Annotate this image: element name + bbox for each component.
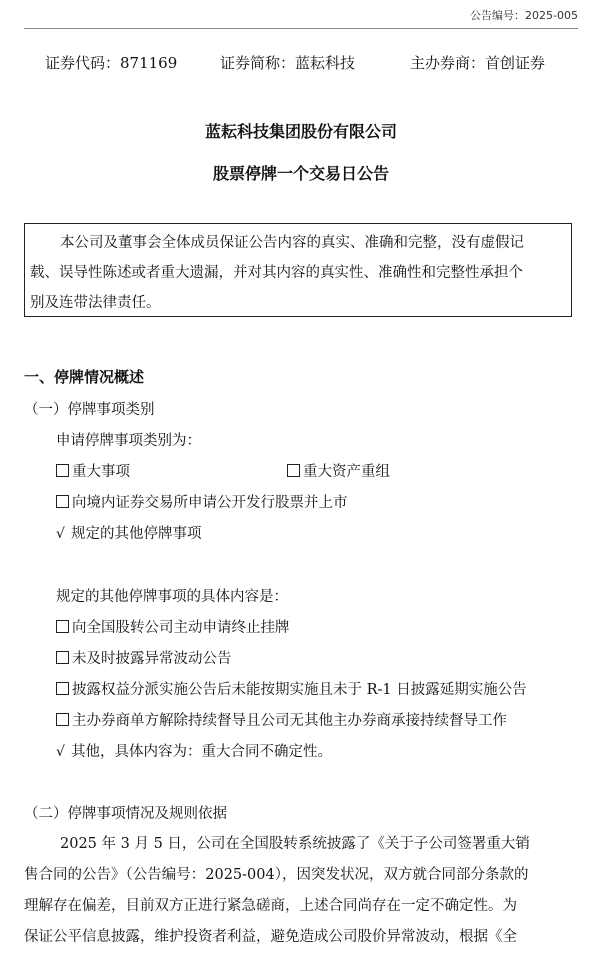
option-label: 披露权益分派实施公告后未能按期实施且未于 R-1 日披露延期实施公告 — [72, 682, 527, 698]
option-label: 未及时披露异常波动公告 — [72, 651, 232, 667]
option-major-restructuring — [287, 460, 390, 481]
unchecked-box-icon — [56, 651, 69, 664]
unchecked-box-icon — [56, 464, 69, 477]
category-intro: 申请停牌事项类别为： — [56, 433, 201, 449]
subsection-heading-basis: （二）停牌事项情况及规则依据 — [24, 806, 227, 822]
option-label: 重大资产重组 — [303, 464, 390, 480]
option-major-event — [56, 460, 130, 481]
subsection-heading-category: （一）停牌事项类别 — [24, 402, 155, 418]
unchecked-box-icon — [56, 682, 69, 695]
paragraph-line: 2025 年 3 月 5 日，公司在全国股转系统披露了《关于子公司签署重大销 — [60, 836, 530, 852]
unchecked-box-icon — [56, 620, 69, 633]
detail-option-dividend-delay — [56, 678, 527, 699]
statement-line: 载、误导性陈述或者重大遗漏，并对其内容的真实性、准确性和完整性承担个 — [30, 265, 523, 281]
header-divider — [24, 28, 578, 29]
detail-intro: 规定的其他停牌事项的具体内容是： — [56, 589, 288, 605]
unchecked-box-icon — [56, 495, 69, 508]
option-label: 主办券商单方解除持续督导且公司无其他主办券商承接持续督导工作 — [72, 713, 507, 729]
option-other-rules — [56, 522, 202, 543]
option-label: 其他，具体内容为：重大合同不确定性。 — [71, 744, 332, 760]
paragraph-line: 保证公平信息披露，维护投资者利益，避免造成公司股价异常波动，根据《全 — [24, 929, 517, 945]
paragraph-line: 售合同的公告》（公告编号：2025-004），因突发状况，双方就合同部分条款的 — [24, 867, 529, 883]
option-label: 重大事项 — [72, 464, 130, 480]
section-heading-suspension-overview: 一、停牌情况概述 — [24, 368, 145, 386]
detail-option-terminate-listing — [56, 616, 290, 637]
unchecked-box-icon — [287, 464, 300, 477]
notice-title: 股票停牌一个交易日公告 — [212, 164, 389, 183]
lead-broker: 主办券商：首创证券 — [410, 54, 546, 72]
option-label: 向全国股转公司主动申请终止挂牌 — [72, 620, 290, 636]
checkmark-icon: √ — [56, 526, 65, 542]
statement-line: 别及连带法律责任。 — [30, 295, 161, 311]
detail-option-other — [56, 740, 332, 761]
detail-option-abnormal-fluctuation — [56, 647, 232, 668]
checkmark-icon: √ — [56, 744, 65, 760]
detail-option-broker-termination — [56, 709, 507, 730]
option-label: 规定的其他停牌事项 — [71, 526, 202, 542]
security-abbreviation: 证券简称：蓝耘科技 — [220, 54, 356, 72]
company-title: 蓝耘科技集团股份有限公司 — [204, 122, 397, 141]
option-domestic-listing — [56, 491, 348, 512]
paragraph-line: 理解存在偏差，目前双方正进行紧急磋商，上述合同尚存在一定不确定性。为 — [24, 898, 517, 914]
security-code: 证券代码：871169 — [45, 54, 178, 72]
announcement-number: 公告编号：2025-005 — [470, 9, 578, 22]
unchecked-box-icon — [56, 713, 69, 726]
option-label: 向境内证券交易所申请公开发行股票并上市 — [72, 495, 348, 511]
statement-line: 本公司及董事会全体成员保证公告内容的真实、准确和完整，没有虚假记 — [60, 235, 524, 251]
